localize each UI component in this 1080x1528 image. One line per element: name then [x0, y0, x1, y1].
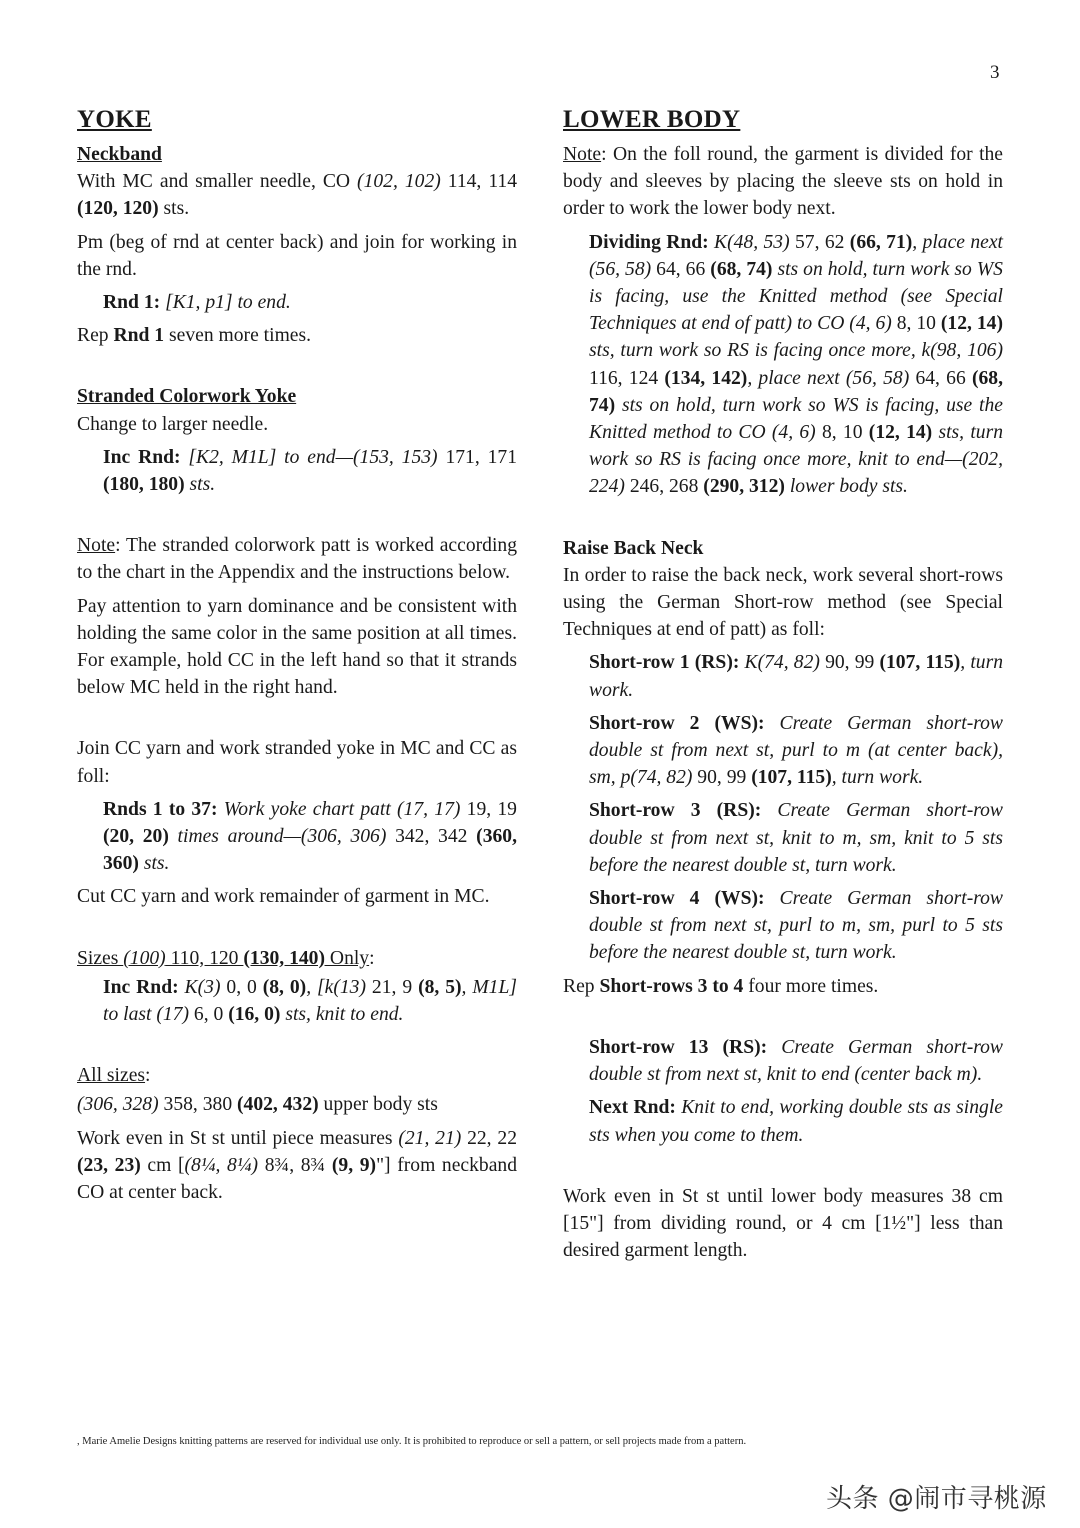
left-column: [77, 104, 517, 1212]
neckband-join-paragraph: Pm (beg of rnd at center back) and join for working in the rnd.: [77, 231, 517, 280]
join-cc-paragraph: Join CC yarn and work stranded yoke in MC and CC as foll:: [77, 738, 517, 787]
dividing-rnd-instruction: Dividing Rnd: K(48, 53) 57, 62 (66, 71), place next (56, 58) 64, 66 (68, 74) sts on hold, turn work so WS is facing, use the Knitted method (see Special Techniques at end of patt) to CO (4, 6) 8, 10 (12, 14) sts, turn work so RS is facing once more, k(98, 106) 116, 124 (134, 142), place next (56, 58) 64, 66 (68, 74) sts on hold, turn work so WS is facing, use the Knitted method to CO (4, 6) 8, 10 (12, 14) sts, turn work so RS is facing once more, knit to end—(202, 224) 246, 268 (290, 312) lower body sts.: [589, 231, 1003, 498]
stranded-yoke-heading: Stranded Colorwork Yoke: [77, 386, 297, 408]
neckband-co-paragraph: With MC and smaller needle, CO (102, 102) 114, 114 (120, 120) sts.: [77, 171, 517, 220]
sizes-inc-rnd-instruction: Inc Rnd: K(3) 0, 0 (8, 0), [k(13) 21, 9 (8, 5), M1L] to last (17) 6, 0 (16, 0) sts, knit to end.: [103, 976, 517, 1026]
rep-short-rows-paragraph: Rep Short-rows 3 to 4 four more times.: [563, 975, 879, 997]
upper-body-sts-paragraph: (306, 328) 358, 380 (402, 432) upper body sts: [77, 1094, 438, 1116]
lower-body-work-even-paragraph: Work even in St st until lower body measures 38 cm [15"] from dividing round, or 4 cm [1½"] less than desired garment length.: [563, 1185, 1003, 1262]
all-sizes-heading: All sizes:: [77, 1065, 151, 1087]
colorwork-note: Note: The stranded colorwork patt is worked according to the chart in the Appendix and the instructions below.: [77, 535, 517, 584]
yarn-dominance-paragraph: Pay attention to yarn dominance and be consistent with holding the same color in the same position at all times. For example, hold CC in the left hand so that it strands below MC held in the right hand.: [77, 595, 517, 699]
change-needle-paragraph: Change to larger needle.: [77, 413, 269, 435]
right-column: [563, 104, 1003, 1270]
raise-back-neck-intro: In order to raise the back neck, work several short-rows using the German Short-row method (see Special Techniques at end of patt) as foll:: [563, 564, 1003, 641]
yoke-title: YOKE: [77, 106, 152, 133]
short-row-13: Short-row 13 (RS): Create German short-row double st from next st, knit to end (center back m).: [589, 1036, 1004, 1086]
sizes-only-heading: Sizes (100) 110, 120 (130, 140) Only:: [77, 947, 375, 969]
page-number: 3: [990, 62, 1000, 83]
work-even-paragraph: Work even in St st until piece measures (21, 21) 22, 22 (23, 23) cm [(8¼, 8¼) 8¾, 8¾ (9, 9)"] from neckband CO at center back.: [77, 1127, 518, 1204]
rnd1-instruction: Rnd 1: [K1, p1] to end.: [103, 292, 291, 314]
inc-rnd-instruction: Inc Rnd: [K2, M1L] to end—(153, 153) 171, 171 (180, 180) sts.: [103, 446, 517, 496]
rnds-1-37-instruction: Rnds 1 to 37: Work yoke chart patt (17, 17) 19, 19 (20, 20) times around—(306, 306) 342, 342 (360, 360) sts.: [103, 798, 517, 875]
short-row-2: Short-row 2 (WS): Create German short-row double st from next st, purl to m (at center back), sm, p(74, 82) 90, 99 (107, 115), turn work.: [589, 712, 1003, 789]
neckband-heading: Neckband: [77, 144, 162, 165]
short-row-4: Short-row 4 (WS): Create German short-row double st from next st, purl to m, sm, purl to 5 sts before the nearest double st, turn work.: [589, 888, 1003, 964]
watermark: 头条 @闹市寻桃源: [826, 1484, 1047, 1514]
next-rnd-instruction: Next Rnd: Knit to end, working double sts as single sts when you come to them.: [589, 1097, 1003, 1146]
lower-body-note: Note: On the foll round, the garment is divided for the body and sleeves by placing the sleeve sts on hold in order to work the lower body next.: [563, 144, 1003, 220]
short-row-3: Short-row 3 (RS): Create German short-row double st from next st, knit to m, sm, knit to 5 sts before the nearest double st, turn work.: [589, 800, 1004, 876]
cut-cc-paragraph: Cut CC yarn and work remainder of garment in MC.: [77, 886, 490, 908]
rep-rnd1-paragraph: Rep Rnd 1 seven more times.: [77, 325, 312, 347]
lower-body-title: LOWER BODY: [563, 106, 741, 133]
copyright-footer: , Marie Amelie Designs knitting patterns are reserved for individual use only. It is prohibited to reproduce or sell a pattern, or sell projects made from a pattern.: [77, 1436, 747, 1447]
short-row-1: Short-row 1 (RS): K(74, 82) 90, 99 (107, 115), turn work.: [589, 652, 1004, 701]
raise-back-neck-heading: Raise Back Neck: [563, 537, 704, 559]
